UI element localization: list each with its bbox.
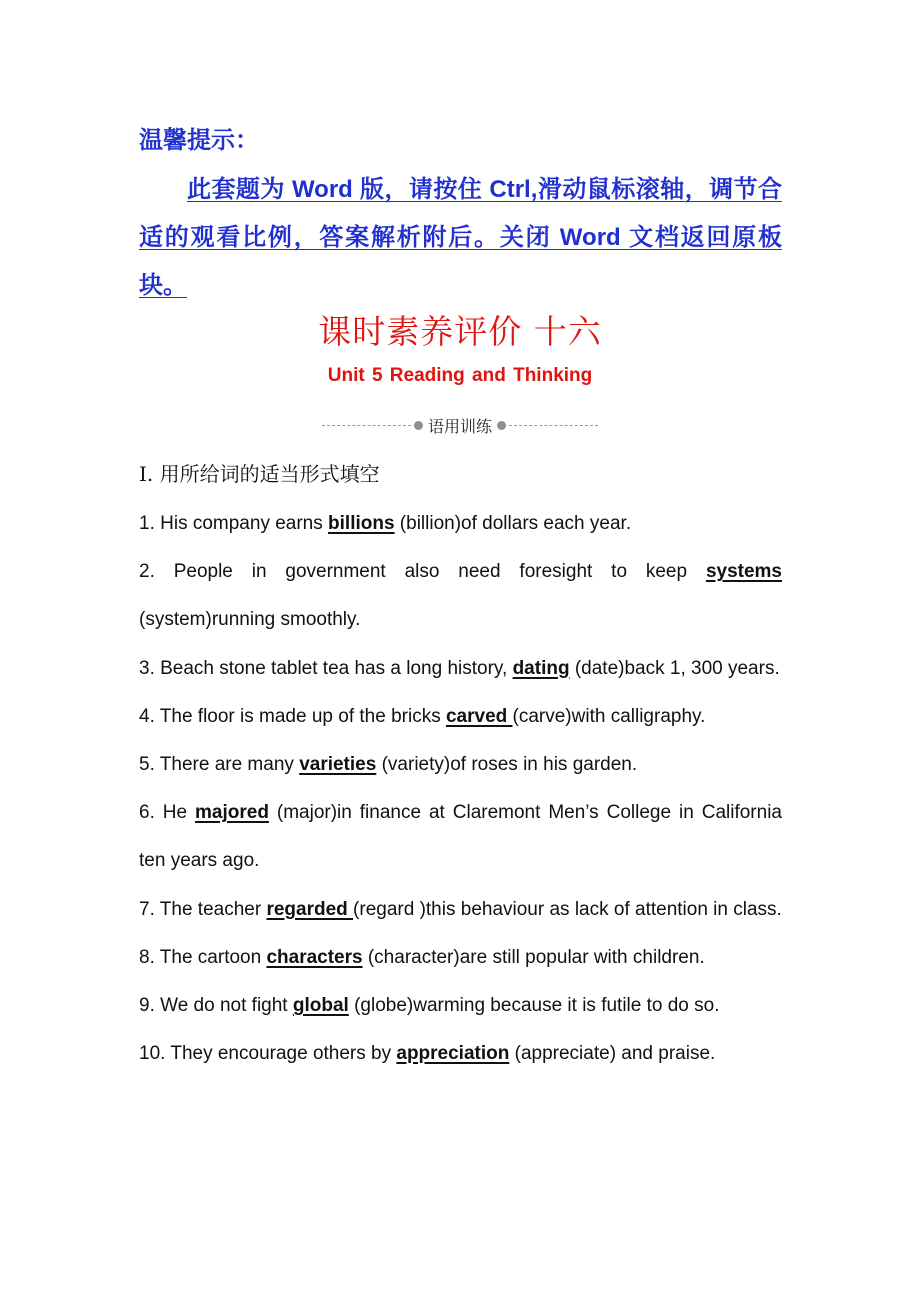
item-text: (system)running smoothly. bbox=[139, 609, 361, 631]
divider-line-right bbox=[509, 425, 598, 426]
item-text: (date)back 1, 300 years. bbox=[569, 657, 780, 679]
answer-blank: majored bbox=[195, 802, 269, 824]
tip-body bbox=[139, 166, 782, 310]
page-subtitle: Unit 5 Reading and Thinking bbox=[327, 365, 593, 386]
item-text: 4. The floor is made up of the bricks bbox=[139, 705, 446, 727]
bullet-dot-icon bbox=[497, 421, 506, 430]
exercise-item bbox=[139, 1030, 782, 1078]
answer-blank: varieties bbox=[299, 754, 377, 776]
section-divider bbox=[322, 412, 598, 438]
tip-label: 温馨提示： bbox=[139, 127, 259, 154]
item-text: 10. They encourage others by bbox=[139, 1043, 397, 1065]
exercise-item bbox=[139, 934, 782, 982]
item-text: 7. The teacher bbox=[139, 898, 267, 920]
item-text: (appreciate) and praise. bbox=[509, 1043, 716, 1065]
page-title: 课时素养评价 十六 bbox=[318, 312, 602, 351]
exercise-item bbox=[139, 789, 782, 885]
exercise-item bbox=[139, 741, 782, 789]
item-text: 9. We do not fight bbox=[139, 995, 293, 1017]
item-text: 2. People in government also need foresight to keep bbox=[139, 561, 706, 583]
item-text: (billion)of dollars each year. bbox=[394, 513, 632, 534]
bullet-dot-icon bbox=[414, 421, 423, 430]
part-heading: Ⅰ. 用所给词的适当形式填空 bbox=[139, 462, 380, 486]
item-text: 8. The cartoon bbox=[139, 946, 267, 968]
answer-blank: characters bbox=[266, 946, 363, 968]
answer-blank: appreciation bbox=[396, 1043, 510, 1065]
divider-line-left bbox=[322, 425, 411, 426]
exercise-list bbox=[139, 500, 782, 1078]
answer-blank: billions bbox=[328, 513, 395, 534]
tip-body-text: 此套题为 Word 版，请按住 Ctrl,滑动鼠标滚轴，调节合适的观看比例，答案解析附后。关闭 Word 文档返回原板块。 bbox=[139, 176, 782, 299]
item-text: (globe)warming because it is futile to do so. bbox=[348, 995, 720, 1017]
item-text: (major)in finance at Claremont Men’s College in California ten years ago. bbox=[139, 802, 782, 872]
item-text: (regard )this behaviour as lack of attention in class. bbox=[353, 898, 782, 920]
item-text: (carve)with calligraphy. bbox=[512, 705, 706, 727]
exercise-item bbox=[139, 886, 782, 934]
answer-blank: carved bbox=[445, 705, 513, 727]
section-label: 语用训练 bbox=[428, 418, 493, 436]
exercise-item bbox=[139, 645, 782, 693]
exercise-item bbox=[139, 548, 782, 644]
answer-blank: global bbox=[292, 995, 349, 1017]
item-text: 3. Beach stone tablet tea has a long history, bbox=[139, 657, 513, 679]
item-text: 1. His company earns bbox=[139, 513, 329, 534]
exercise-item bbox=[139, 693, 782, 741]
exercise-item bbox=[139, 982, 782, 1030]
item-text: (variety)of roses in his garden. bbox=[376, 754, 638, 776]
answer-blank: dating bbox=[512, 657, 570, 679]
item-text: 6. He bbox=[139, 802, 196, 824]
item-text: (character)are still popular with children. bbox=[362, 946, 705, 968]
exercise-item bbox=[139, 500, 782, 548]
answer-blank: systems bbox=[705, 561, 782, 583]
item-text: 5. There are many bbox=[139, 754, 300, 776]
answer-blank: regarded bbox=[266, 898, 354, 920]
